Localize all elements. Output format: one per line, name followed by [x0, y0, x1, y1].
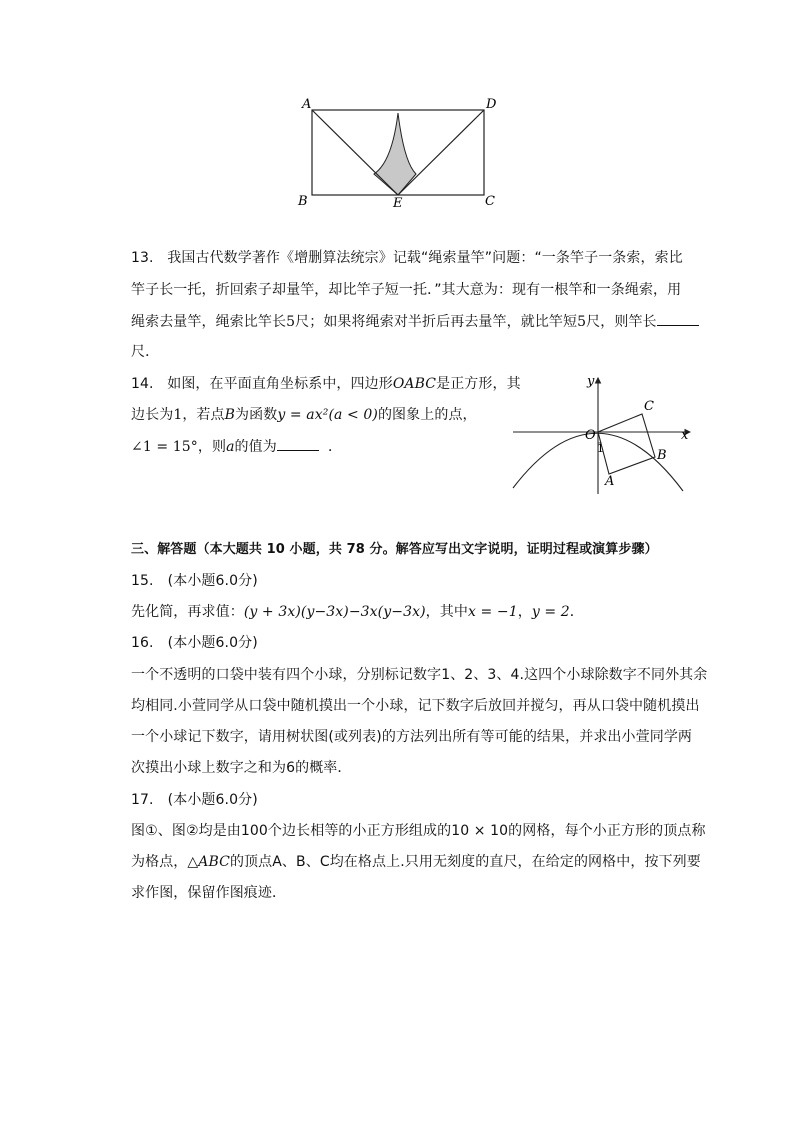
q15-text-mid: ，其中: [425, 604, 468, 620]
q15-sep: ，: [517, 604, 532, 620]
q14-var-b: B: [224, 407, 236, 423]
q13-text-line3-mid: 尺；如果将绳索对半折后再去量竿，就比竿短: [295, 314, 578, 330]
q15-end: ．: [569, 604, 584, 620]
q14-line3: [131, 436, 342, 457]
q14-side-length: 1: [173, 407, 183, 423]
q17-line3: [131, 883, 286, 903]
q14-line2: [131, 405, 477, 425]
q14-number: 14.: [131, 376, 154, 392]
q14-text-line3-post: 的值为: [234, 439, 277, 455]
label-e: E: [393, 196, 403, 211]
q14-formula: y = ax²(a < 0): [277, 407, 378, 423]
label-one: 1: [597, 442, 604, 455]
label-b: B: [298, 194, 308, 209]
q15-expression: (y + 3x)(y−3x)−3x(y−3x): [243, 604, 426, 620]
label-b: B: [657, 448, 667, 463]
q15-header-text: 15. (本小题6.0分): [131, 573, 258, 589]
q16-line4: [131, 758, 352, 778]
q14-angle: ∠1 = 15°: [131, 439, 198, 455]
label-o: O: [585, 428, 596, 443]
q17-text-line2-pre: 为格点，: [131, 854, 188, 870]
q14-text-line3-mid: ，则: [197, 439, 227, 455]
q17-text-line3: 求作图，保留作图痕迹．: [131, 885, 287, 901]
q16-text-line1: 一个不透明的口袋中装有四个小球，分别标记数字1、2、3、4.这四个小球除数字不同外其余: [131, 667, 708, 683]
q17-text-line2-post: 的顶点A、B、C均在格点上.只用无刻度的直尺，在给定的网格中，按下列要: [229, 854, 701, 870]
q13-line4: [131, 342, 159, 362]
q14-text-line2-mid: ，若点: [182, 407, 225, 423]
section-3-heading-text: 三、解答题（本大题共 10 小题，共 78 分。解答应写出文字说明，证明过程或演算步骤）: [131, 542, 658, 557]
q13-num2: 5: [577, 314, 587, 330]
q17-header: [131, 790, 258, 810]
q14-text-line1-pre: 如图，在平面直角坐标系中，四边形: [167, 376, 393, 392]
q16-text-line3: 一个小球记下数字，请用树状图(或列表)的方法列出所有等可能的结果，并求出小萱同学两: [131, 729, 693, 745]
rectangle-figure: [290, 92, 505, 217]
q14-text-line2-pre: 边长为: [131, 407, 174, 423]
coordinate-figure: [505, 370, 700, 498]
q17-line1: [131, 821, 706, 841]
q17-text-line1: 图①、图②均是由100个边长相等的小正方形组成的10 × 10的网格，每个小正方形的顶点称: [131, 823, 706, 839]
q17-header-text: 17. (本小题6.0分): [131, 792, 258, 808]
q16-line3: [131, 727, 692, 747]
label-c: C: [644, 399, 654, 414]
q15-body: [131, 602, 584, 622]
q15-header: [131, 571, 258, 591]
label-y: y: [587, 374, 595, 389]
q16-text-line4: 次摸出小球上数字之和为6的概率．: [131, 760, 352, 776]
label-x: x: [681, 428, 689, 443]
label-a: A: [605, 474, 615, 489]
q17-line2: [131, 852, 701, 872]
q15-text-pre: 先化简，再求值：: [131, 604, 244, 620]
segment-ae: [312, 110, 398, 195]
q14-text-line3-end: ．: [327, 439, 343, 455]
q16-header: [131, 633, 258, 653]
q14-answer-blank[interactable]: [277, 436, 319, 451]
q13-num1: 5: [286, 314, 296, 330]
q13-text-line2: 竿子长一托，折回索子却量竿，却比竿子短一托．”其大意为：现有一根竿和一条绳索，用: [131, 282, 682, 298]
q13-answer-blank[interactable]: [657, 311, 699, 326]
q13-number: 13.: [131, 250, 154, 266]
segment-de: [398, 110, 484, 195]
q13-text-line3-pre: 绳索去量竿，绳索比竿长: [131, 314, 287, 330]
q17-triangle: △ABC: [187, 854, 230, 870]
q15-x-value: x = −1: [467, 604, 518, 620]
q13-text-line1: 我国古代数学著作《增删算法统宗》记载“绳索量竿”问题：“一条竿子一条索，索比: [167, 250, 683, 266]
square-oabc: [598, 414, 655, 474]
label-d: D: [486, 97, 497, 112]
q16-header-text: 16. (本小题6.0分): [131, 635, 258, 651]
label-c: C: [485, 194, 495, 209]
q14-var-a: a: [226, 439, 235, 455]
q13-text-line4: 尺．: [131, 344, 160, 360]
q14-var-oabc: OABC: [392, 376, 437, 392]
label-a: A: [302, 97, 312, 112]
q16-line1: [131, 665, 707, 685]
q16-text-line2: 均相同.小萱同学从口袋中随机摸出一个小球，记下数字后放回并搅匀，再从口袋中随机摸出: [131, 698, 700, 714]
q13-text-line3-post: 尺，则竿长: [586, 314, 657, 330]
q14-text-line2-post: 的图象上的点，: [377, 407, 477, 423]
section-3-heading: [131, 540, 658, 560]
q14-text-line2-mid2: 为函数: [235, 407, 278, 423]
q16-line2: [131, 696, 700, 716]
q15-y-value: y = 2: [531, 604, 570, 620]
q13-line2: [131, 280, 681, 300]
q14-text-line1-post: 是正方形，其: [436, 376, 521, 392]
q14-line1: [131, 374, 521, 394]
q13-line1: [131, 248, 683, 268]
q13-line3: [131, 311, 699, 332]
